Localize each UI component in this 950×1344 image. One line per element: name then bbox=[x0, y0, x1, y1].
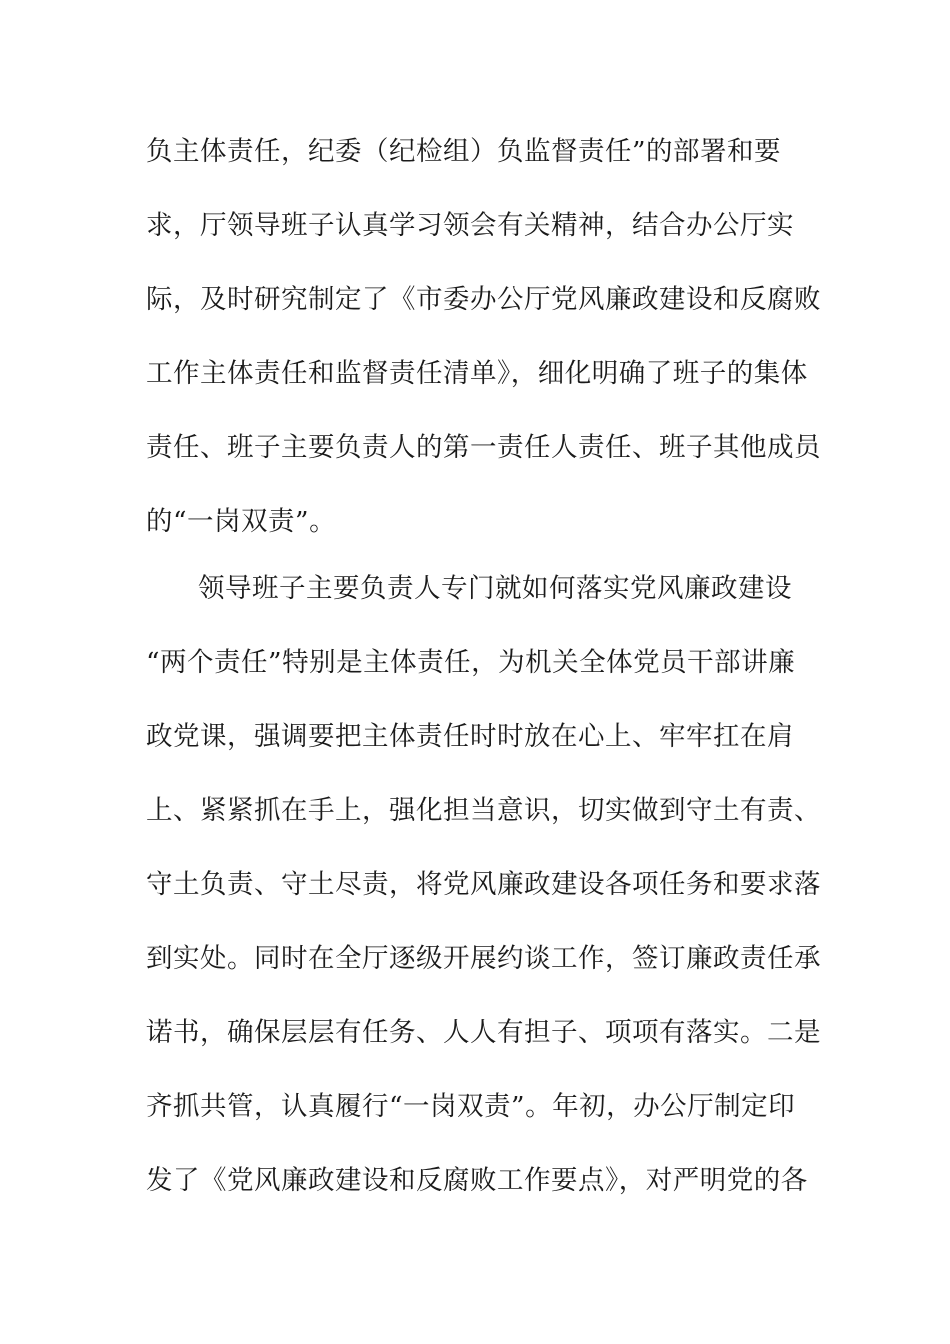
text-line: 齐抓共管，认真履行“一岗双责”。年初，办公厅制定印 bbox=[146, 1091, 796, 1122]
text-line: 政党课，强调要把主体责任时时放在心上、牢牢扛在肩 bbox=[146, 721, 794, 752]
text-line: 上、紧紧抓在手上，强化担当意识，切实做到守土有责、 bbox=[146, 795, 821, 826]
text-line: 负主体责任，纪委（纪检组）负监督责任”的部署和要 bbox=[146, 136, 782, 167]
text-line: 求，厅领导班子认真学习领会有关精神，结合办公厅实 bbox=[146, 210, 794, 241]
text-line: 际，及时研究制定了《市委办公厅党风廉政建设和反腐败 bbox=[146, 284, 821, 315]
text-line: 发了《党风廉政建设和反腐败工作要点》，对严明党的各 bbox=[146, 1165, 808, 1196]
paragraph-first-line: 领导班子主要负责人专门就如何落实党风廉政建设 bbox=[198, 573, 792, 604]
text-line: 守土负责、守土尽责，将党风廉政建设各项任务和要求落 bbox=[146, 869, 821, 900]
text-line: 工作主体责任和监督责任清单》，细化明确了班子的集体 bbox=[146, 358, 808, 389]
text-line: 责任、班子主要负责人的第一责任人责任、班子其他成员 bbox=[146, 432, 821, 463]
text-line: “两个责任”特别是主体责任，为机关全体党员干部讲廉 bbox=[146, 647, 796, 678]
text-line: 到实处。同时在全厅逐级开展约谈工作，签订廉政责任承 bbox=[146, 943, 821, 974]
text-line: 诺书，确保层层有任务、人人有担子、项项有落实。二是 bbox=[146, 1017, 821, 1048]
text-line: 的“一岗双责”。 bbox=[146, 506, 337, 537]
